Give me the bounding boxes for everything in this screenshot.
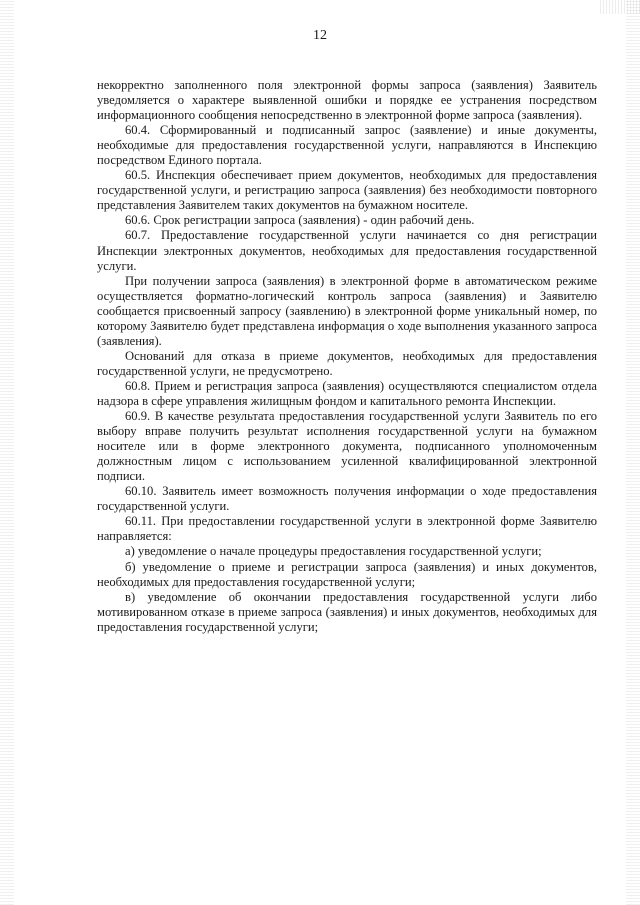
paragraph-60-9: 60.9. В качестве результата предоставления государственной услуги Заявитель по его выбору вправе получить результат исполнения государственной услуги на бумажном носителе или в форме электронного документа, подписанного уполномоченным должностным лицом с использованием усиленной квалифицированной электронной подписи. bbox=[97, 409, 597, 484]
document-body bbox=[97, 78, 597, 635]
paragraph-60-5: 60.5. Инспекция обеспечивает прием документов, необходимых для предоставления государственной услуги, и регистрацию запроса (заявления) без необходимости повторного представления Заявителем таких документов на бумажном носителе. bbox=[97, 168, 597, 213]
list-item-v: в) уведомление об окончании предоставления государственной услуги либо мотивированном отказе в приеме запроса (заявления) и иных документов, необходимых для предоставления государственной услуги; bbox=[97, 589, 597, 634]
paragraph: При получении запроса (заявления) в электронной форме в автоматическом режиме осуществляется форматно-логический контроль запроса (заявления) и Заявителю сообщается присвоенный запросу (заявлению) в электронной форме уникальный номер, по которому Заявителю будет представлена информация о ходе выполнения указанного запроса (заявления). bbox=[97, 273, 597, 348]
paragraph-60-7: 60.7. Предоставление государственной услуги начинается со дня регистрации Инспекции электронных документов, необходимых для предоставления государственной услуги. bbox=[97, 228, 597, 273]
paragraph-60-4: 60.4. Сформированный и подписанный запрос (заявление) и иные документы, необходимые для предоставления государственной услуги, направляются в Инспекцию посредством Единого портала. bbox=[97, 123, 597, 168]
scan-edge-right bbox=[626, 0, 640, 905]
paragraph-60-6: 60.6. Срок регистрации запроса (заявления) - один рабочий день. bbox=[125, 213, 475, 228]
paragraph-60-8: 60.8. Прием и регистрация запроса (заявления) осуществляются специалистом отдела надзора в сфере управления жилищным фондом и капитального ремонта Инспекции. bbox=[97, 378, 597, 408]
paragraph: некорректно заполненного поля электронной формы запроса (заявления) Заявитель уведомляется о характере выявленной ошибки и порядке ее устранения посредством информационного сообщения непосредственно в электронной форме запроса (заявления). bbox=[97, 78, 597, 123]
scan-corner-top-right bbox=[600, 0, 640, 14]
paragraph: Оснований для отказа в приеме документов, необходимых для предоставления государственной услуги, не предусмотрено. bbox=[97, 348, 597, 378]
list-item-a: а) уведомление о начале процедуры предоставления государственной услуги; bbox=[125, 544, 542, 559]
paragraph-60-11: 60.11. При предоставлении государственной услуги в электронной форме Заявителю направляется: bbox=[97, 514, 597, 544]
page-number: 12 bbox=[313, 28, 327, 43]
scan-edge-left bbox=[0, 0, 14, 905]
list-item-b: б) уведомление о приеме и регистрации запроса (заявления) и иных документов, необходимых для предоставления государственной услуги; bbox=[97, 559, 597, 589]
paragraph-60-10: 60.10. Заявитель имеет возможность получения информации о ходе предоставления государственной услуги. bbox=[97, 484, 597, 514]
